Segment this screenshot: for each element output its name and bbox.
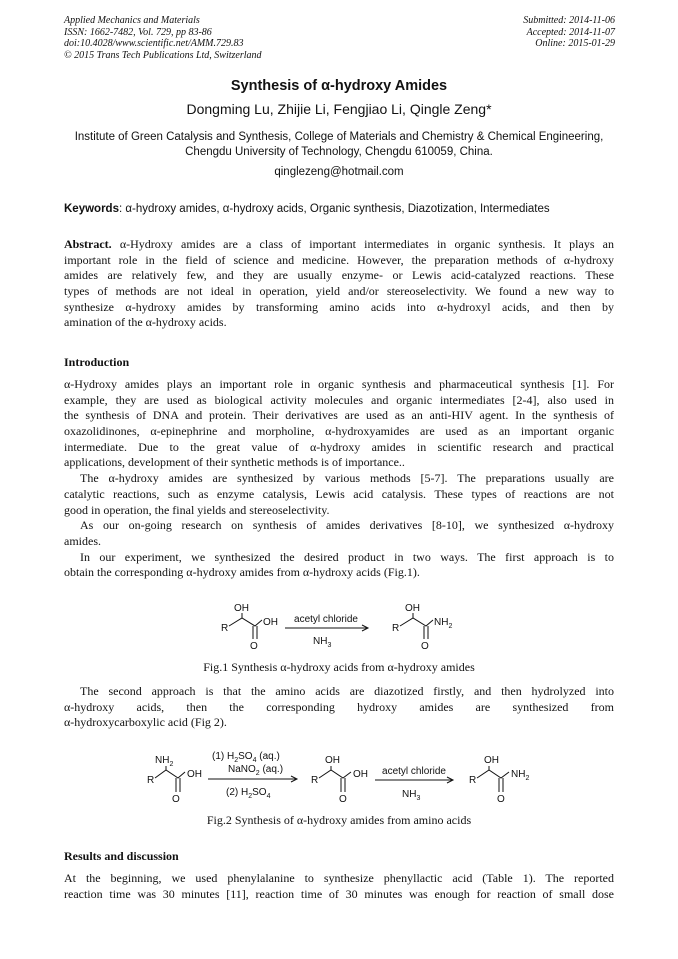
figure-1-scheme (0, 592, 678, 654)
reagent-acetyl-chloride: acetyl chloride (382, 766, 446, 777)
keywords-label: Keywords (64, 203, 119, 215)
author-affiliation: Institute of Green Catalysis and Synthesis, College of Materials and Chemistry & Chemical Engineering, Chengdu University of Technology, Chengdu 610059, China. (74, 131, 604, 158)
amine-label: $NH_2$ (155, 755, 174, 768)
reagent-sodium-nitrite: NaNO$_2$ (aq.) (228, 764, 284, 777)
figure-2-caption: Fig.2 Synthesis of α-hydroxy amides from amino acids (206, 813, 472, 827)
online-date: Online: 2015-01-29 (535, 38, 615, 49)
carbonyl-o-label: O (339, 794, 347, 805)
product-amide-label: $NH_2$ (434, 617, 453, 630)
paragraph-line: α-hydroxycarboxylic acid (Fig 2). (64, 715, 227, 730)
journal-name: Applied Mechanics and Materials (64, 15, 200, 26)
acid-oh-label: OH (263, 617, 278, 628)
abstract-label: Abstract. (64, 237, 112, 251)
journal-issn: ISSN: 1662-7482, Vol. 729, pp 83-86 (64, 26, 212, 38)
product-bonds (477, 770, 509, 778)
r-group-label: R (221, 623, 229, 634)
product-r-group-label: R (392, 623, 400, 634)
paragraph-line: reaction time was 30 minutes [11], reaction time of 30 minutes was enough for reaction of small dose (64, 886, 614, 901)
figure-2-scheme (0, 744, 678, 808)
product-carbonyl-o-label: O (497, 794, 505, 805)
journal-doi: doi:10.4028/www.scientific.net/AMM.729.83 (64, 38, 244, 49)
paragraph-line: At the beginning, we used phenylalanine to synthesize phenyllactic acid (Table 1). The reported (64, 871, 614, 885)
acid-oh-label: OH (187, 769, 202, 780)
journal-info (64, 15, 262, 61)
paragraph-line: The second approach is that the amino acids are diazotized firstly, and then hydrolyzed into (80, 684, 614, 698)
amino-acid-bonds (155, 770, 185, 778)
results-heading: Results and discussion (64, 849, 179, 863)
paragraph-line: intermediate. Due to the great value of α-hydroxy amides in scientific research and practical (64, 439, 614, 454)
figure-1-caption: Fig.1 Synthesis α-hydroxy acids from α-hydroxy amides (203, 660, 475, 674)
abstract-line: important role in the field of science and medicine. However, the preparation methods of α-hydroxy (64, 252, 614, 267)
r-group-label: R (147, 775, 155, 786)
paragraph-line: example, they are used as biological activity molecules and organic intermediates [2-4], also used in (64, 392, 614, 407)
paragraph-line: α-Hydroxy amides plays an important role in organic synthesis and pharmaceutical synthesis [1]. For (64, 377, 614, 391)
abstract-line: types of methods are not ideal in operation, yield and/or stereoselectivity. We found a new way to (64, 284, 614, 299)
paragraph-line: applications, development of their synthetic methods is of importance.. (64, 455, 405, 470)
carbonyl-o-label: O (250, 641, 258, 652)
product-r-group-label: R (469, 775, 477, 786)
abstract (64, 237, 614, 331)
paragraph-line: catalytic reactions, such as enzyme catalysis, Lewis acid catalysis. These types of reactions are not (64, 486, 614, 501)
paragraph-line: amides. (64, 533, 101, 548)
reagent-acetyl-chloride: acetyl chloride (294, 614, 358, 625)
introduction-paragraph-1 (64, 377, 614, 581)
abstract-line: amination of the α-hydroxy acids. (64, 315, 227, 330)
product-bonds (400, 618, 433, 626)
reagent-ammonia: $NH_3$ (402, 789, 421, 802)
paragraph-line: In our experiment, we synthesized the desired product in two ways. The first approach is to (80, 549, 614, 564)
reagent-ammonia: $NH_3$ (313, 636, 332, 649)
journal-copyright: © 2015 Trans Tech Publications Ltd, Switzerland (64, 49, 262, 61)
introduction-heading: Introduction (64, 355, 130, 369)
hydroxy-acid-bonds (319, 770, 351, 778)
reagent-sulfuric-acid-aq: (1) $H_2SO_4$ (aq.) (212, 751, 280, 764)
keywords-text: : α-hydroxy amides, α-hydroxy acids, Organic synthesis, Diazotization, Intermediates (118, 203, 550, 215)
paper-title: Synthesis of α-hydroxy Amides (230, 78, 448, 94)
product-carbonyl-o-label: O (421, 641, 429, 652)
results-paragraph (64, 871, 614, 902)
paragraph-line: α-hydroxy acids, then the corresponding hydroxy amides are synthesized from (64, 699, 614, 714)
carbonyl-o-label: O (172, 794, 180, 805)
r-group-label: R (311, 775, 319, 786)
abstract-line: α-Hydroxy amides are a class of important intermediates in organic synthesis. It plays an (119, 237, 615, 251)
hydroxyl-label: OH (325, 755, 340, 766)
paragraph-line: obtain the corresponding α-hydroxy amides from α-hydroxy acids (Fig.1). (64, 565, 420, 580)
reactant-bonds (229, 618, 262, 626)
submitted-date: Submitted: 2014-11-06 (523, 15, 615, 26)
abstract-line: synthesize α-hydroxy amides by transforming amino acids into α-hydroxyl acids, and then by (64, 299, 614, 314)
paragraph-line: As our on-going research on synthesis of amides derivatives [8-10], we synthesized α-hydroxy (80, 518, 614, 533)
author-email: qinglezeng@hotmail.com (274, 166, 404, 178)
keywords (64, 203, 619, 215)
submission-dates (523, 15, 615, 50)
paragraph-line: oxazolidinones, α-epinephrine and morpholine, α-hydroxyamides are used as an important organic (64, 424, 614, 439)
paragraph-line: The α-hydroxy amides are synthesized by various methods [5-7]. The preparations usually are (80, 471, 614, 486)
paper-authors: Dongming Lu, Zhijie Li, Fengjiao Li, Qingle Zeng* (186, 101, 492, 117)
product-hydroxyl-label: OH (484, 755, 499, 766)
hydroxyl-label: OH (234, 603, 249, 614)
product-amide-label: $NH_2$ (511, 769, 530, 782)
reagent-sulfuric-acid: (2) $H_2SO_4$ (226, 787, 271, 800)
paragraph-line: good in operation, the final yields and stereoselectivity. (64, 502, 330, 517)
paragraph-line: the synthesis of DNA and protein. Their derivatives are used as an anti-HIV agent. In the synthesis of (64, 408, 614, 423)
accepted-date: Accepted: 2014-11-07 (526, 26, 615, 38)
acid-oh-label: OH (353, 769, 368, 780)
paragraph-second-approach (64, 684, 614, 731)
product-hydroxyl-label: OH (405, 603, 420, 614)
abstract-line: amides are relatively few, and they are usually enzyme- or Lewis acid-catalyzed reactions. These (64, 268, 614, 283)
